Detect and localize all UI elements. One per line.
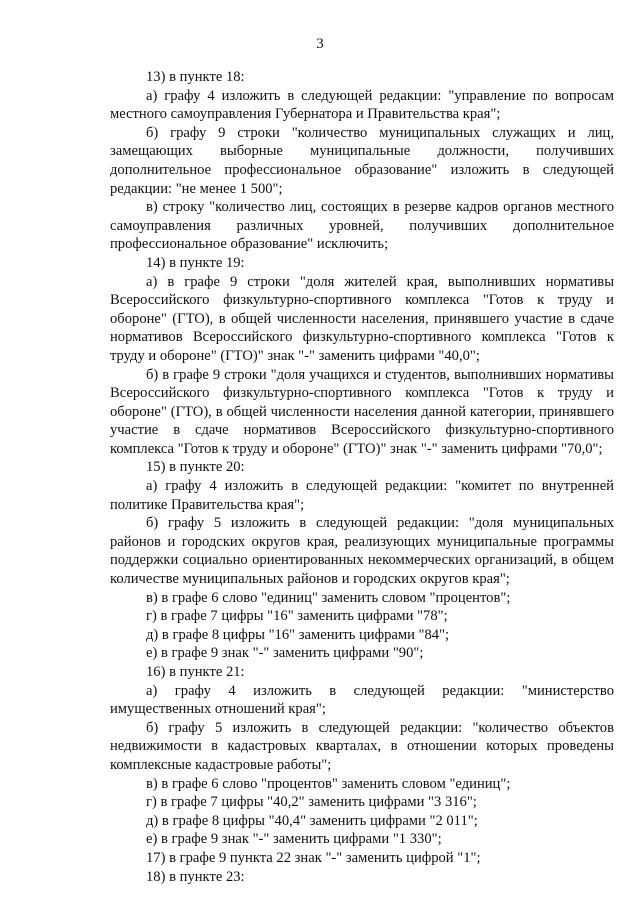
paragraph: г) в графе 7 цифры "40,2" заменить цифрами "3 316"; [146, 794, 477, 811]
paragraph: д) в графе 8 цифры "16" заменить цифрами "84"; [146, 626, 450, 643]
paragraph: 14) в пункте 19: [146, 254, 245, 271]
paragraph: в) в графе 6 слово "единиц" заменить словом "процентов"; [146, 589, 511, 606]
paragraph: е) в графе 9 знак "-" заменить цифрами "90"; [146, 645, 424, 662]
paragraph: 15) в пункте 20: [146, 459, 245, 476]
paragraph: а) графу 4 изложить в следующей редакции: "управление по вопросам местного самоуправления Губернатора и Правительства края"; [110, 87, 614, 123]
paragraph: е) в графе 9 знак "-" заменить цифрами "1 330"; [146, 831, 442, 848]
paragraph: а) графу 4 изложить в следующей редакции: "комитет по внутренней политике Правительства края"; [110, 478, 614, 513]
paragraph: 18) в пункте 23: [146, 868, 245, 885]
paragraph: 17) в графе 9 пункта 22 знак "-" заменить цифрой "1"; [146, 849, 481, 866]
paragraph: б) графу 5 изложить в следующей редакции: "количество объектов недвижимости в кадастровых кварталах, в отношении которых проведены комплексные кадастровые работы"; [110, 719, 614, 773]
paragraph: в) в графе 6 слово "процентов" заменить словом "единиц"; [146, 775, 511, 792]
paragraph: б) графу 9 строки "количество муниципальных служащих и лиц, замещающих выборные муниципальные должности, получивших дополнительное профессиональное образование" изложить в следующей редакции: "не менее 1 500"; [110, 124, 614, 197]
paragraph: д) в графе 8 цифры "40,4" заменить цифрами "2 011"; [146, 812, 478, 829]
paragraph: а) графу 4 изложить в следующей редакции: "министерство имущественных отношений края"; [110, 682, 614, 718]
paragraph: 13) в пункте 18: [146, 69, 245, 85]
paragraph: 16) в пункте 21: [146, 664, 245, 680]
paragraph: а) в графе 9 строки "доля жителей края, выполнивших нормативы Всероссийского физкультурно-спортивного комплекса "Готов к труду и обороне" (ГТО), в общей численности населения, принявшего участие в сдаче нормативов Всероссийского физкультурно-спортивного комплекса "Готов к труду и обороне" (ГТО)" знак "-" заменить цифрами "40,0"; [110, 273, 614, 364]
page-number: 3 [316, 36, 324, 52]
paragraph: б) графу 5 изложить в следующей редакции: "доля муниципальных районов и городских округов края, реализующих муниципальные программы поддержки социально ориентированных некоммерческих организаций, в общем количестве муниципальных районов и городских округов края"; [110, 515, 614, 588]
paragraph: б) в графе 9 строки "доля учащихся и студентов, выполнивших нормативы Всероссийского физкультурно-спортивного комплекса "Готов к труду и обороне" (ГТО), в общей численности населения данной категории, принявшего участие в сдаче нормативов Всероссийского физкультурно-спортивного комплекса "Готов к труду и обороне" (ГТО)" знак "-" заменить цифрами "70,0"; [110, 366, 614, 457]
paragraph: г) в графе 7 цифры "16" заменить цифрами "78"; [146, 608, 448, 625]
paragraph: в) строку "количество лиц, состоящих в резерве кадров органов местного самоуправления различных уровней, получивших дополнительное профессиональное образование" исключить; [110, 199, 614, 253]
document-body [110, 68, 614, 886]
